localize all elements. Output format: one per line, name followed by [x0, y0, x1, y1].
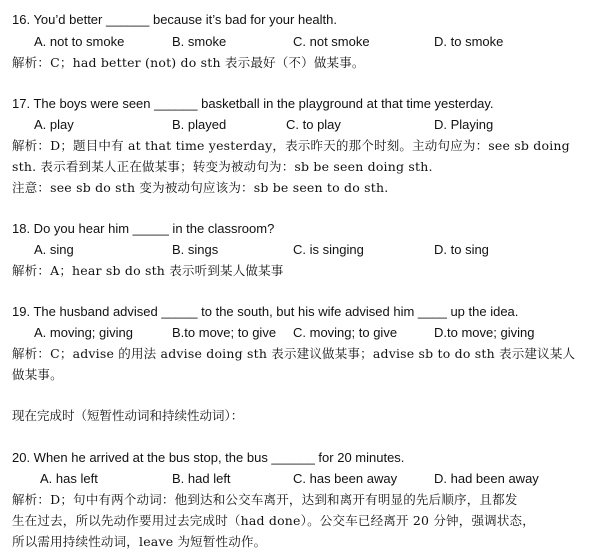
option-c: C. not smoke: [293, 34, 370, 49]
option-c: C. moving; to give: [293, 325, 398, 340]
question-18-analysis: 解析：A；hear sb do sth 表示听到某人做某事: [12, 263, 284, 278]
option-b: B. had left: [172, 471, 231, 486]
question-20-analysis-line1: 解析：D；句中有两个动词：他到达和公交车离开，达到和离开有明显的先后顺序，且都发: [12, 492, 518, 507]
question-19-analysis-line1: 解析：C；advise 的用法 advise doing sth 表示建议做某事；advise sb to do sth 表示建议某人: [12, 346, 576, 361]
option-d: D. to smoke: [434, 34, 504, 49]
option-c: C. has been away: [293, 471, 398, 486]
question-17-analysis-line2: sth. 表示看到某人正在做某事；转变为被动句为：sb be seen doing sth.: [12, 159, 433, 174]
option-a: A. not to smoke: [34, 34, 125, 49]
option-b: B. smoke: [172, 34, 227, 49]
question-20-stem: 20. When he arrived at the bus stop, the bus ______ for 20 minutes.: [12, 450, 405, 465]
question-17-analysis-line1: 解析：D；题目中有 at that time yesterday，表示昨天的那个时刻。主动句应为：see sb doing: [12, 138, 570, 153]
question-16-analysis: 解析：C；had better (not) do sth 表示最好（不）做某事。: [12, 55, 365, 70]
option-a: A. sing: [34, 242, 74, 257]
option-b: B.to move; to give: [172, 325, 277, 340]
option-a: A. moving; giving: [34, 325, 133, 340]
option-a: A. play: [34, 117, 74, 132]
question-19-options: [0, 325, 596, 341]
question-18-stem: 18. Do you hear him _____ in the classroom?: [12, 221, 275, 236]
option-b: B. played: [172, 117, 227, 132]
option-b: B. sings: [172, 242, 219, 257]
option-d: D. had been away: [434, 471, 539, 486]
option-c: C. to play: [286, 117, 341, 132]
option-d: D.to move; giving: [434, 325, 535, 340]
question-20-analysis-line2: 生在过去，所以先动作要用过去完成时（had done）。公交车已经离开 20 分钟，强调状态，: [12, 513, 535, 528]
question-16-options: [0, 34, 596, 50]
question-19-stem: 19. The husband advised _____ to the south, but his wife advised him ____ up the idea.: [12, 304, 519, 319]
question-16-stem: 16. You’d better ______ because it’s bad for your health.: [12, 12, 338, 27]
question-19-analysis-line2: 做某事。: [12, 367, 63, 382]
question-20-options: [0, 471, 596, 487]
section-heading: 现在完成时（短暂性动词和持续性动词）：: [12, 408, 244, 423]
option-d: D. Playing: [434, 117, 494, 132]
question-17-stem: 17. The boys were seen ______ basketball in the playground at that time yesterday.: [12, 96, 494, 111]
option-a: A. has left: [40, 471, 98, 486]
question-17-note: 注意：see sb do sth 变为被动句应该为：sb be seen to do sth.: [12, 180, 389, 195]
question-17-options: [0, 117, 596, 133]
question-18-options: [0, 242, 596, 258]
option-d: D. to sing: [434, 242, 489, 257]
question-20-analysis-line3: 所以需用持续性动词，leave 为短暂性动作。: [12, 534, 267, 549]
option-c: C. is singing: [293, 242, 364, 257]
